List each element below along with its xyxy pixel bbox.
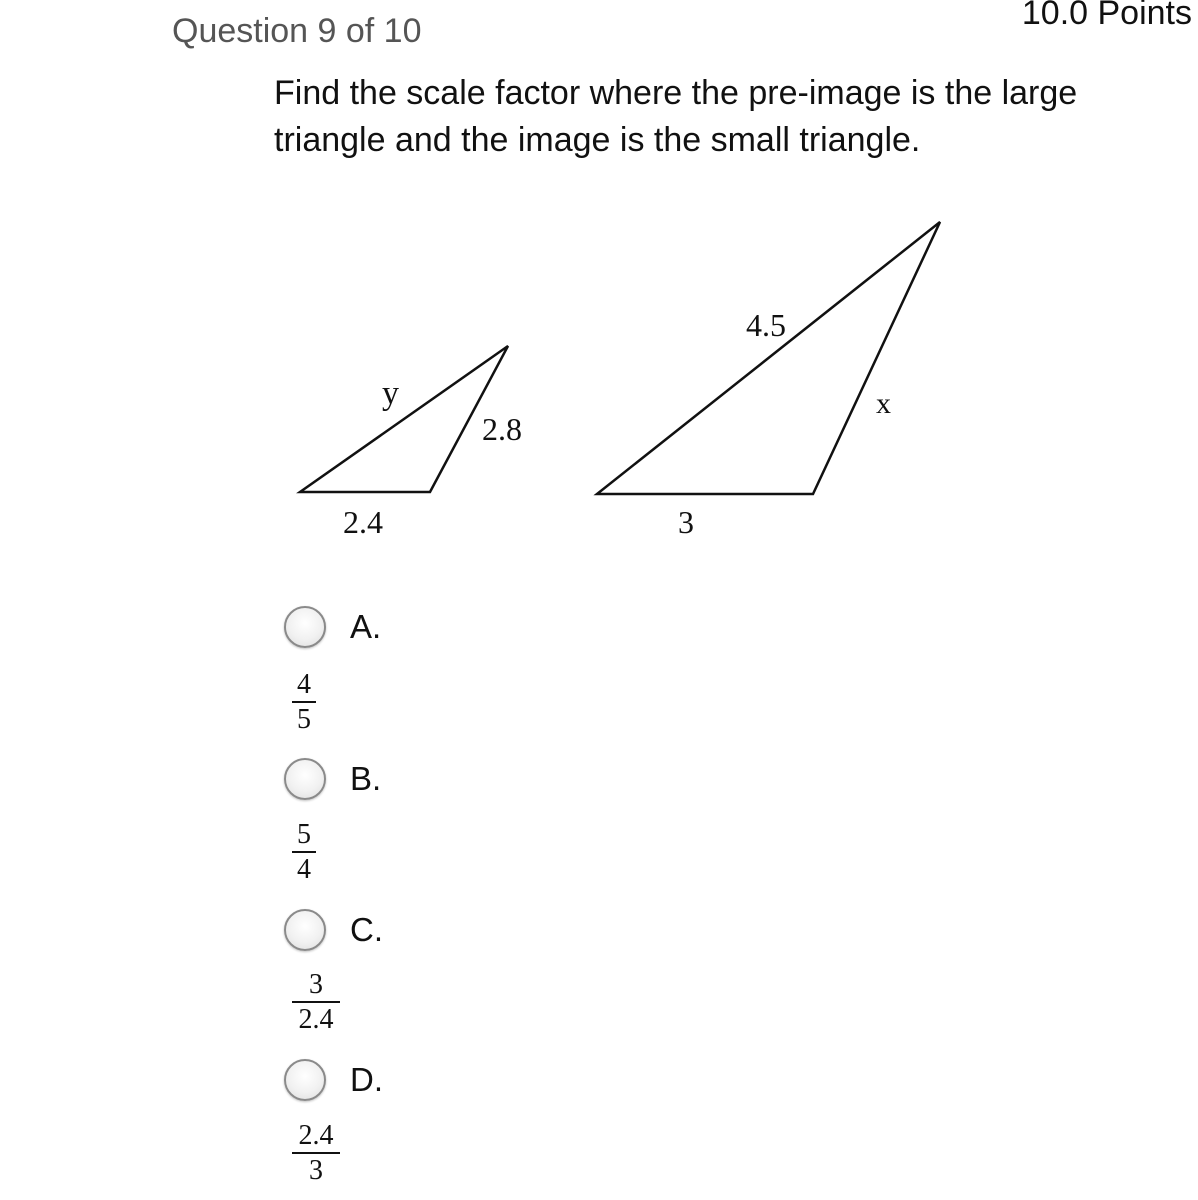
option-d-radio[interactable] xyxy=(284,1059,326,1101)
option-d-denominator: 3 xyxy=(309,1155,323,1186)
large-triangle-right-label: x xyxy=(876,387,891,420)
question-counter: Question 9 of 10 xyxy=(172,12,422,50)
option-a-fraction-bar xyxy=(292,701,316,703)
option-b-radio[interactable] xyxy=(284,758,326,800)
points-value: 10.0 Points xyxy=(1021,0,1192,32)
small-triangle-right-label: 2.8 xyxy=(482,411,522,447)
small-triangle xyxy=(300,346,508,492)
small-triangle-top-label: y xyxy=(382,375,399,412)
option-b[interactable] xyxy=(284,754,381,804)
large-triangle-top-label: 4.5 xyxy=(746,307,786,343)
option-d-fraction-bar xyxy=(292,1152,340,1154)
option-c-radio[interactable] xyxy=(284,909,326,951)
large-triangle xyxy=(597,222,940,494)
question-prompt: Find the scale factor where the pre-image is the large triangle and the image is the small triangle. xyxy=(274,74,1078,159)
option-c-numerator: 3 xyxy=(309,969,323,1000)
option-c-denominator: 2.4 xyxy=(298,1004,334,1035)
option-b-numerator: 5 xyxy=(297,819,311,850)
option-a-radio[interactable] xyxy=(284,606,326,648)
option-b-denominator: 4 xyxy=(297,854,311,885)
option-a-numerator: 4 xyxy=(297,669,311,700)
option-c-fraction-bar xyxy=(292,1001,340,1003)
option-c[interactable] xyxy=(284,905,383,955)
large-triangle-bottom-label: 3 xyxy=(678,504,694,540)
option-a-fraction xyxy=(292,670,316,735)
option-d-numerator: 2.4 xyxy=(298,1120,334,1151)
option-a-denominator: 5 xyxy=(297,704,311,735)
small-triangle-bottom-label: 2.4 xyxy=(343,504,383,540)
option-d[interactable] xyxy=(284,1055,383,1105)
option-a[interactable] xyxy=(284,602,381,652)
option-c-fraction xyxy=(292,970,340,1035)
option-a-letter: A. xyxy=(350,608,382,645)
option-b-letter: B. xyxy=(350,760,382,797)
option-c-letter: C. xyxy=(350,911,383,948)
option-b-fraction xyxy=(292,820,316,885)
option-d-letter: D. xyxy=(350,1061,383,1098)
option-d-fraction xyxy=(292,1121,340,1186)
option-b-fraction-bar xyxy=(292,851,316,853)
